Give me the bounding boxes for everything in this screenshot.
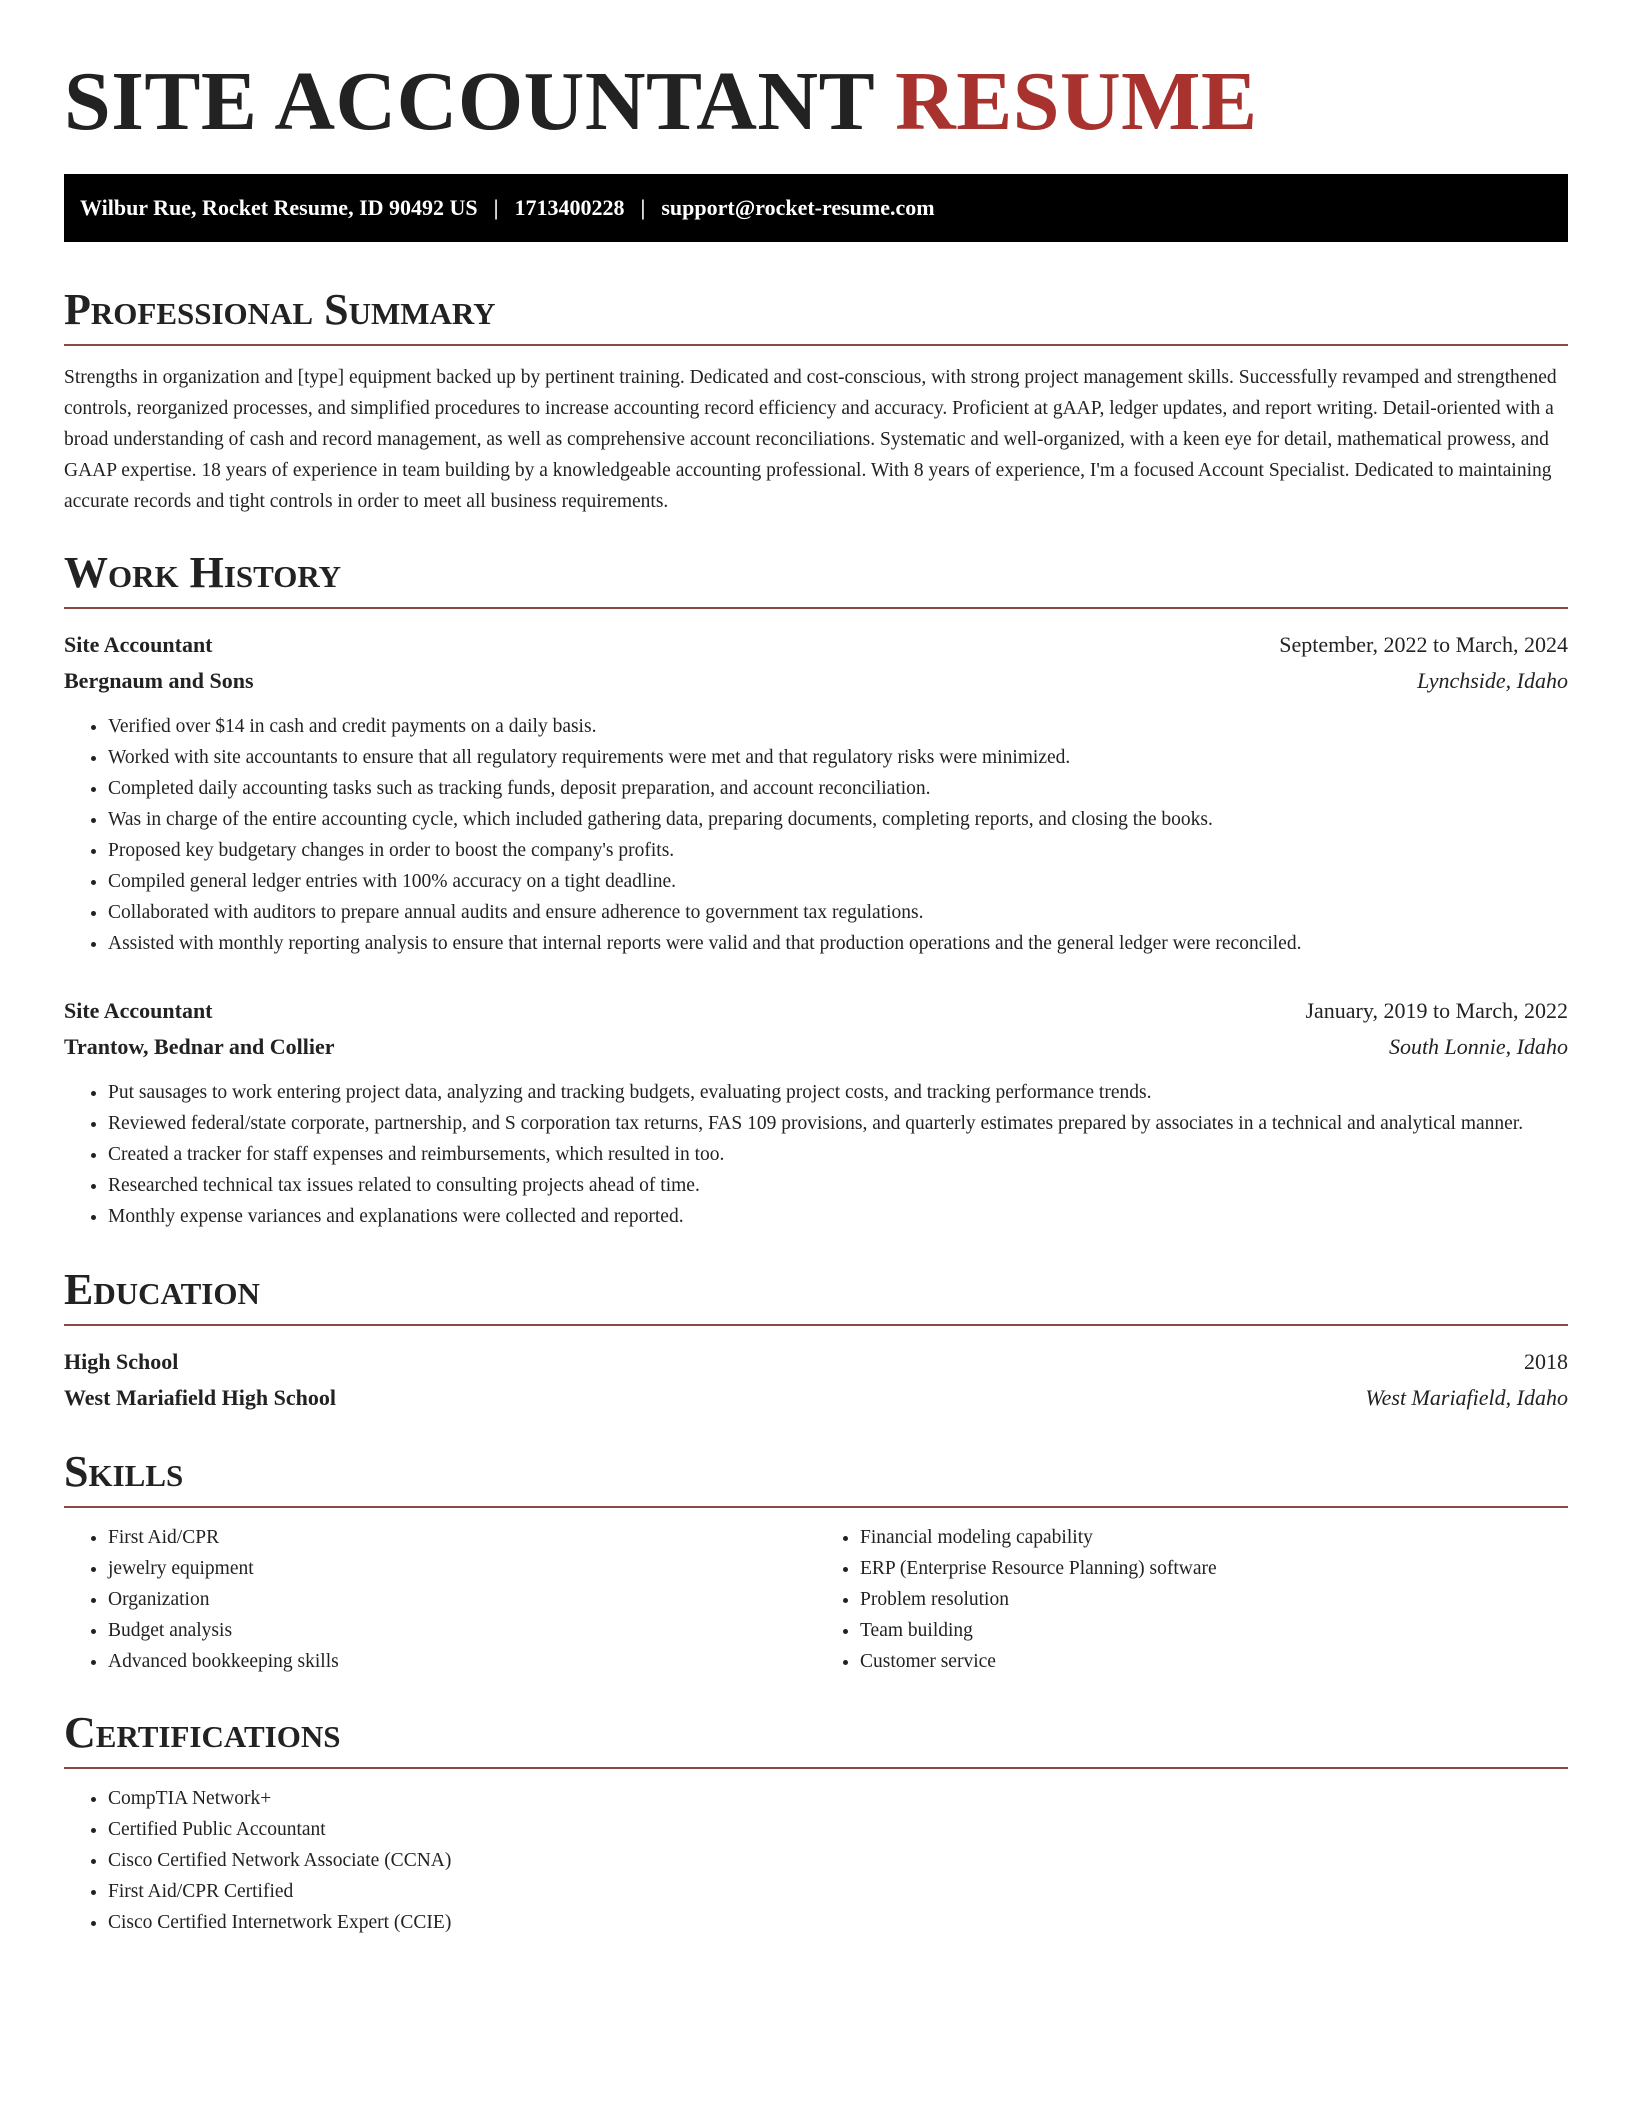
education-degree: High School	[64, 1349, 179, 1374]
work-history-section	[64, 547, 1568, 1232]
section-heading: Professional Summary	[64, 284, 1568, 346]
list-item: • Created a tracker for staff expenses and reimbursements, which resulted in too.	[108, 1139, 1568, 1170]
skills-list-left	[64, 1522, 816, 1677]
job-location: Lynchside, Idaho	[1417, 668, 1568, 693]
section-heading: Certifications	[64, 1707, 1568, 1769]
job-company: Bergnaum and Sons	[64, 668, 254, 693]
professional-summary-section	[64, 284, 1568, 517]
list-item: • Advanced bookkeeping skills	[108, 1646, 816, 1677]
list-item: • First Aid/CPR Certified	[108, 1876, 1568, 1907]
list-item: • Reviewed federal/state corporate, partnership, and S corporation tax returns, FAS 109 provisions, and quarterly estimates prepared by associates in a technical and analytical manner.	[108, 1108, 1568, 1139]
list-item: • Monthly expense variances and explanations were collected and reported.	[108, 1201, 1568, 1232]
job-title: Site Accountant	[64, 998, 213, 1023]
list-item: • Financial modeling capability	[860, 1522, 1568, 1553]
job-company: Trantow, Bednar and Collier	[64, 1034, 335, 1059]
list-item: • Team building	[860, 1615, 1568, 1646]
title-main: SITE ACCOUNTANT	[64, 55, 874, 148]
section-heading: Skills	[64, 1446, 1568, 1508]
list-item: • Organization	[108, 1584, 816, 1615]
job-entry	[64, 993, 1568, 1232]
job-duties-list	[64, 1077, 1568, 1232]
contact-bar	[64, 174, 1568, 242]
list-item: • jewelry equipment	[108, 1553, 816, 1584]
list-item: • Worked with site accountants to ensure that all regulatory requirements were met and that regulatory risks were minimized.	[108, 742, 1568, 773]
contact-address: Wilbur Rue, Rocket Resume, ID 90492 US	[80, 195, 478, 220]
education-location: West Mariafield, Idaho	[1365, 1385, 1568, 1410]
list-item: • Assisted with monthly reporting analysis to ensure that internal reports were valid and that production operations and the general ledger were reconciled.	[108, 928, 1568, 959]
job-entry	[64, 627, 1568, 959]
job-duties-list	[64, 711, 1568, 959]
list-item: • Problem resolution	[860, 1584, 1568, 1615]
contact-separator: |	[493, 195, 499, 220]
resume-title	[64, 52, 1568, 152]
summary-text: Strengths in organization and [type] equipment backed up by pertinent training. Dedicated and cost-conscious, with strong project management skills. Successfully revamped and strengthened controls, reorganized processes, and simplified procedures to increase accounting record efficiency and accuracy. Proficient at gAAP, ledger updates, and report writing. Detail-oriented with a broad understanding of cash and record management, as well as comprehensive account reconciliations. Systematic and well-organized, with a keen eye for detail, mathematical prowess, and GAAP expertise. 18 years of experience in team building by a knowledgeable accounting professional. With 8 years of experience, I'm a focused Account Specialist. Dedicated to maintaining accurate records and tight controls in order to meet all business requirements.	[64, 367, 1557, 512]
skills-columns	[64, 1522, 1568, 1677]
skills-section	[64, 1446, 1568, 1677]
contact-email[interactable]: support@rocket-resume.com	[661, 195, 935, 220]
list-item: • CompTIA Network+	[108, 1783, 1568, 1814]
list-item: • Compiled general ledger entries with 100% accuracy on a tight deadline.	[108, 866, 1568, 897]
job-dates: January, 2019 to March, 2022	[1305, 998, 1568, 1023]
list-item: • Budget analysis	[108, 1615, 816, 1646]
job-title: Site Accountant	[64, 632, 213, 657]
education-year: 2018	[1524, 1349, 1568, 1374]
list-item: • Cisco Certified Network Associate (CCNA)	[108, 1845, 1568, 1876]
certifications-section	[64, 1707, 1568, 1938]
certifications-list	[64, 1783, 1568, 1938]
contact-phone[interactable]: 1713400228	[514, 195, 625, 220]
list-item: • Customer service	[860, 1646, 1568, 1677]
job-dates: September, 2022 to March, 2024	[1279, 632, 1568, 657]
section-heading: Work History	[64, 547, 1568, 609]
education-school: West Mariafield High School	[64, 1385, 336, 1410]
list-item: • Researched technical tax issues related to consulting projects ahead of time.	[108, 1170, 1568, 1201]
skills-list-right	[816, 1522, 1568, 1677]
education-entry	[64, 1344, 1568, 1416]
title-accent: RESUME	[895, 55, 1258, 148]
list-item: • Completed daily accounting tasks such as tracking funds, deposit preparation, and account reconciliation.	[108, 773, 1568, 804]
list-item: • Cisco Certified Internetwork Expert (CCIE)	[108, 1907, 1568, 1938]
job-location: South Lonnie, Idaho	[1388, 1034, 1568, 1059]
list-item: • ERP (Enterprise Resource Planning) software	[860, 1553, 1568, 1584]
education-section	[64, 1264, 1568, 1416]
list-item: • Verified over $14 in cash and credit payments on a daily basis.	[108, 711, 1568, 742]
list-item: • Collaborated with auditors to prepare annual audits and ensure adherence to government tax regulations.	[108, 897, 1568, 928]
list-item: • Proposed key budgetary changes in order to boost the company's profits.	[108, 835, 1568, 866]
list-item: • Put sausages to work entering project data, analyzing and tracking budgets, evaluating project costs, and tracking performance trends.	[108, 1077, 1568, 1108]
list-item: • First Aid/CPR	[108, 1522, 816, 1553]
resume-page	[64, 0, 1568, 1938]
contact-separator: |	[640, 195, 646, 220]
list-item: • Certified Public Accountant	[108, 1814, 1568, 1845]
list-item: • Was in charge of the entire accounting cycle, which included gathering data, preparing documents, completing reports, and closing the books.	[108, 804, 1568, 835]
section-heading: Education	[64, 1264, 1568, 1326]
